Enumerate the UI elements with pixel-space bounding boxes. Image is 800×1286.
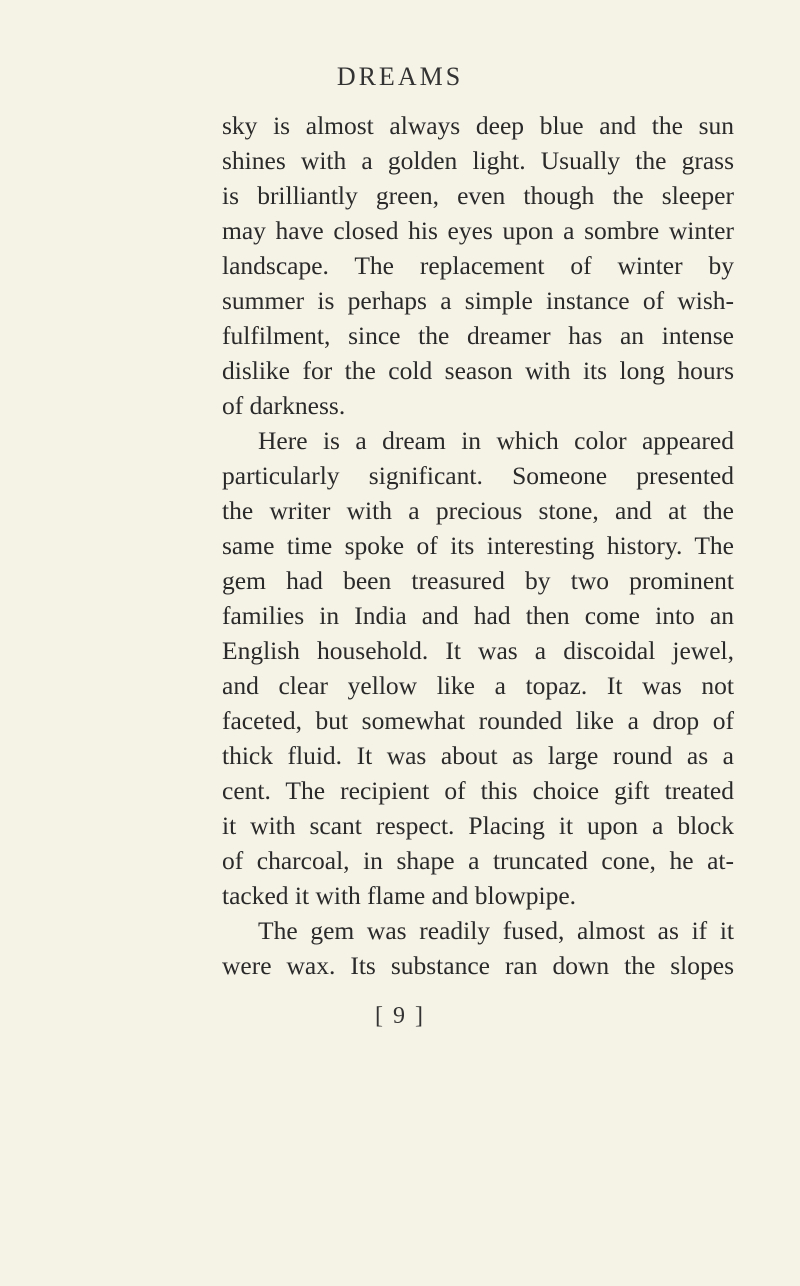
text-line: summer is perhaps a simple instance of wish- <box>222 286 734 315</box>
text-line: thick fluid. It was about as large round as a <box>222 741 734 770</box>
text-line: English household. It was a discoidal jewel, <box>222 636 734 665</box>
text-line: tacked it with flame and blowpipe. <box>222 881 577 910</box>
paragraph-first-line: Here is a dream in which color appeared <box>258 426 734 455</box>
text-line: cent. The recipient of this choice gift treated <box>222 776 734 805</box>
text-line: is brilliantly green, even though the sleeper <box>222 181 734 210</box>
text-line: faceted, but somewhat rounded like a drop of <box>222 706 734 735</box>
body-text <box>222 108 734 983</box>
text-line: of darkness. <box>222 391 346 420</box>
paragraph-first-line: The gem was readily fused, almost as if it <box>258 916 734 945</box>
text-line: the writer with a precious stone, and at the <box>222 496 734 525</box>
text-line: families in India and had then come into an <box>222 601 734 630</box>
text-line: shines with a golden light. Usually the grass <box>222 146 734 175</box>
running-head: DREAMS <box>336 62 464 91</box>
text-line: fulfilment, since the dreamer has an intense <box>222 321 734 350</box>
text-line: same time spoke of its interesting history. The <box>222 531 734 560</box>
text-line: dislike for the cold season with its long hours <box>222 356 734 385</box>
text-line: particularly significant. Someone presented <box>222 461 734 490</box>
page-number: [ 9 ] <box>375 1003 425 1029</box>
text-line: gem had been treasured by two prominent <box>222 566 734 595</box>
text-line: it with scant respect. Placing it upon a block <box>222 811 734 840</box>
text-line: and clear yellow like a topaz. It was not <box>222 671 734 700</box>
text-line: of charcoal, in shape a truncated cone, he at- <box>222 846 734 875</box>
text-line: sky is almost always deep blue and the sun <box>222 111 734 140</box>
text-line: landscape. The replacement of winter by <box>222 251 734 280</box>
text-line: were wax. Its substance ran down the slopes <box>222 951 734 980</box>
text-line: may have closed his eyes upon a sombre winter <box>222 216 734 245</box>
